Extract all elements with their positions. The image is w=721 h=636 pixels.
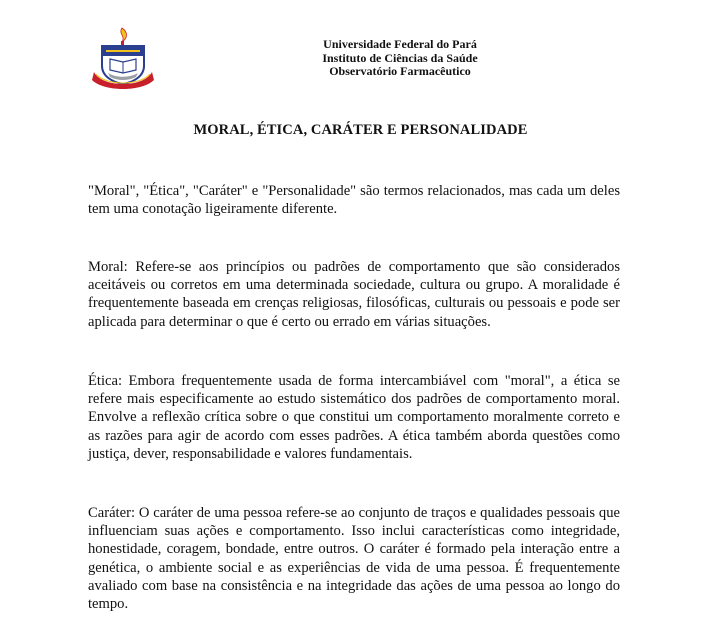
document-title: MORAL, ÉTICA, CARÁTER E PERSONALIDADE (193, 122, 528, 138)
intro-paragraph: "Moral", "Ética", "Caráter" e "Personalidade" são termos relacionados, mas cada um deles tem uma conotação ligeiramente diferente. (88, 183, 620, 218)
carater-paragraph: Caráter: O caráter de uma pessoa refere-se ao conjunto de traços e qualidades pessoais que influenciam suas ações e comportamento. Isso inclui características como integridade, honestidade, coragem, bondade, entre outros. O caráter é formado pela interação entre a genética, o ambiente social e as experiências de vida de uma pessoa. É frequentemente avaliado com base na consistência e na integridade das ações de uma pessoa ao longo do tempo. (88, 505, 620, 613)
moral-paragraph: Moral: Refere-se aos princípios ou padrões de comportamento que são considerados aceitáveis ou corretos em uma determinada sociedade, cultura ou grupo. A moralidade é frequentemente baseada em crenças religiosas, filosóficas, culturais ou pessoais e pode ser aplicada para determinar o que é certo ou errado em várias situações. (88, 259, 620, 330)
institution-header (250, 38, 550, 79)
university-crest-icon (92, 26, 156, 92)
university-name: Universidade Federal do Pará (323, 37, 477, 51)
institute-name: Instituto de Ciências da Saúde (322, 50, 478, 65)
etica-paragraph: Ética: Embora frequentemente usada de forma intercambiável com "moral", a ética se refere mais especificamente ao estudo sistemático dos padrões de comportamento moral. Envolve a reflexão crítica sobre o que constitui um comportamento moralmente correto e as razões para agir de acordo com esses padrões. A ética também aborda questões como justiça, dever, responsabilidade e valores fundamentais. (88, 373, 620, 462)
observatory-name: Observatório Farmacêutico (329, 64, 471, 78)
